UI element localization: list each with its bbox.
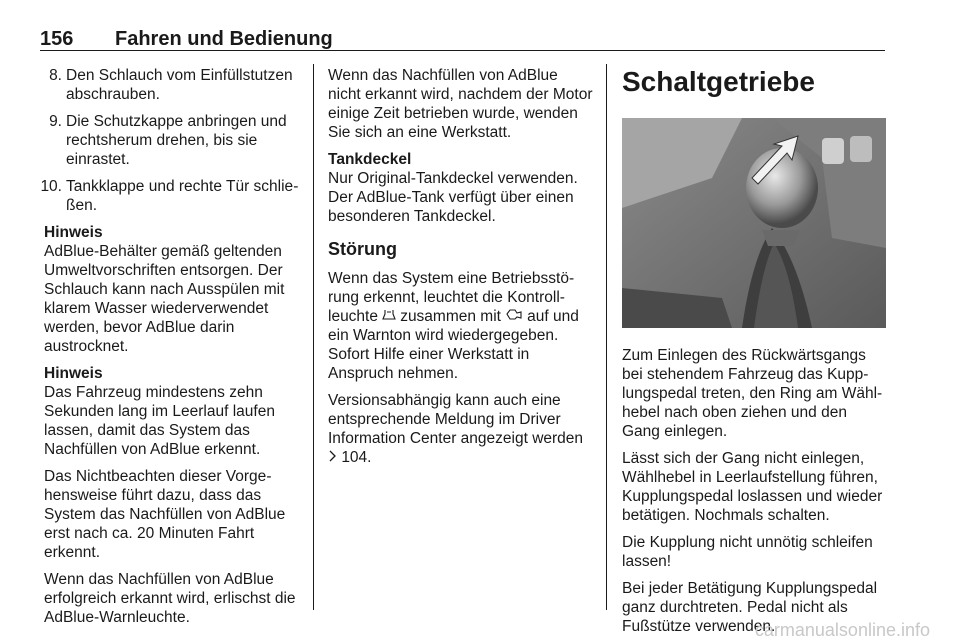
paragraph: Bei jeder Betätigung Kupplungspedal ganz durchtreten. Pedal nicht als Fußstütze verwenden. bbox=[622, 580, 878, 635]
paragraph: Die Kupplung nicht unnötig schleifen lassen! bbox=[622, 534, 873, 570]
watermark: carmanualsonline.info bbox=[754, 620, 930, 640]
chapter-title: Schaltgetriebe bbox=[622, 66, 815, 97]
stoerung-heading: Störung bbox=[328, 239, 397, 259]
step-8: 8. Den Schlauch vom Einfüllstutzen abschrauben. bbox=[49, 67, 293, 103]
page-header bbox=[40, 28, 885, 51]
tankdeckel-heading: Tankdeckel bbox=[328, 151, 412, 168]
note-heading: Hinweis bbox=[44, 365, 103, 382]
column-middle bbox=[328, 66, 594, 475]
paragraph: Wenn das System eine Betriebsstörung erkennt, leuchtet die Kontrollleuchte zusammen mit auf und ein Warnton wird wiedergegeben. Sofort Hilfe einer Werkstatt in Anspruch nehmen. bbox=[328, 270, 579, 382]
exhaust-warning-icon bbox=[382, 308, 400, 324]
paragraph: Wenn das Nachfüllen von AdBlue nicht erkannt wird, nachdem der Motor einige Zeit betrieben wurde, wenden Sie sich an eine Werkstatt. bbox=[328, 67, 593, 141]
step-9: 9. Die Schutzkappe anbringen und rechtsherum drehen, bis sie einrastet. bbox=[49, 113, 287, 168]
paragraph: Zum Einlegen des Rückwärtsgangs bei stehendem Fahrzeug das Kupplungspedal treten, den Ring am Wählhebel nach oben ziehen und den Gang einlegen. bbox=[622, 347, 883, 440]
paragraph: Das Nichtbeachten dieser Vorgehensweise führt dazu, dass das System das Nachfüllen von AdBlue erst nach ca. 20 Minuten Fahrt erkennt. bbox=[44, 468, 286, 561]
column-right bbox=[622, 66, 888, 644]
step-text: Tankklappe und rechte Tür schließen. bbox=[66, 178, 299, 214]
note-heading: Hinweis bbox=[44, 224, 103, 241]
page-reference-icon bbox=[328, 449, 341, 466]
step-10: 10. Tankklappe und rechte Tür schließen. bbox=[40, 178, 299, 214]
paragraph: Wenn das Nachfüllen von AdBlue erfolgreich erkannt wird, erlischst die AdBlue-Warnleuchte. bbox=[44, 571, 296, 626]
column-left bbox=[40, 66, 306, 635]
engine-warning-icon bbox=[505, 308, 527, 324]
column-divider bbox=[313, 64, 314, 610]
step-text: Die Schutzkappe anbringen und rechtsherum drehen, bis sie einrastet. bbox=[66, 113, 287, 168]
step-text: Den Schlauch vom Einfüllstutzen abschrauben. bbox=[66, 67, 293, 103]
column-divider bbox=[606, 64, 607, 610]
paragraph: Nur Original-Tankdeckel verwenden. Der AdBlue-Tank verfügt über einen besonderen Tankdeckel. bbox=[328, 170, 578, 225]
gear-lever-photo bbox=[622, 118, 886, 328]
section-title: Fahren und Bedienung bbox=[115, 28, 333, 50]
page-reference[interactable]: 104. bbox=[341, 449, 372, 466]
note-text: AdBlue-Behälter gemäß geltenden Umweltvorschriften entsorgen. Der Schlauch kann nach Ausspülen mit klarem Wasser wiederverwendet werden, bevor AdBlue darin austrocknet. bbox=[44, 243, 285, 355]
paragraph: Versionsabhängig kann auch eine entsprechende Meldung im Driver Information Center angezeigt werden 104. bbox=[328, 392, 584, 466]
paragraph: Lässt sich der Gang nicht einlegen, Wählhebel in Leerlaufstellung führen, Kupplungspedal loslassen und wieder betätigen. Nochmals schalten. bbox=[622, 450, 883, 524]
note-text: Das Fahrzeug mindestens zehn Sekunden lang im Leerlauf laufen lassen, damit das System das Nachfüllen von AdBlue erkennt. bbox=[44, 384, 275, 458]
page-number: 156 bbox=[40, 28, 74, 50]
